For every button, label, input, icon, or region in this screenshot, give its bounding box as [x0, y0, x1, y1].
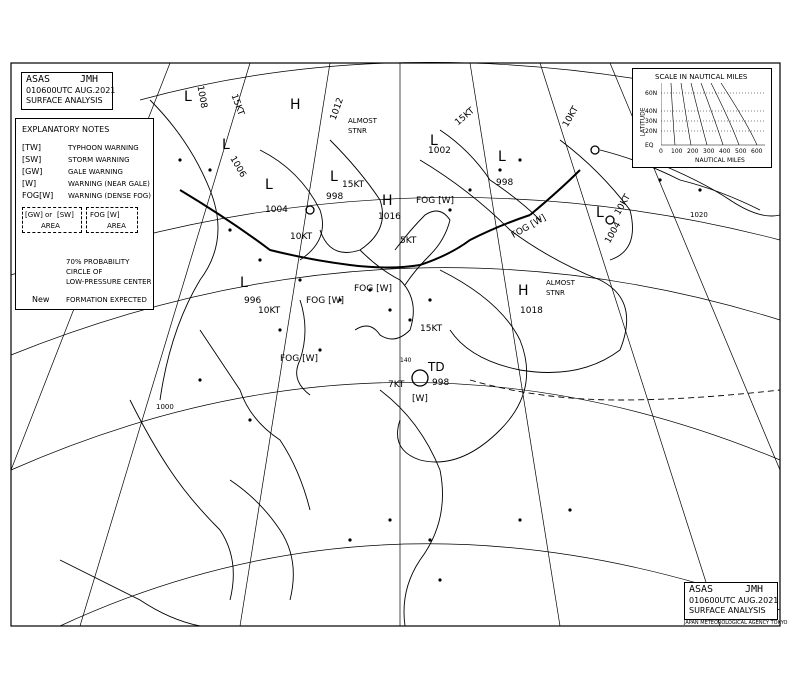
scale-nm-tick: 200 — [687, 148, 699, 155]
scale-lat-tick: 60N — [645, 90, 658, 97]
system-type: H — [382, 193, 393, 209]
legend-new-label: New — [32, 295, 50, 304]
near-gale-warning: [W] — [412, 394, 428, 404]
scale-lat-tick: EQ — [645, 142, 654, 149]
system-type: L — [222, 137, 230, 153]
header-product: SURFACE ANALYSIS — [26, 96, 103, 105]
scale-axis-label: LATITUDE — [639, 107, 647, 137]
scale-lat-tick: 20N — [645, 128, 658, 135]
footer-product: SURFACE ANALYSIS — [689, 606, 766, 615]
scale-x-label: NAUTICAL MILES — [695, 157, 745, 164]
legend-warning-area — [22, 207, 82, 233]
legend-area-or: or — [45, 211, 53, 219]
scale-nm-tick: 500 — [735, 148, 747, 155]
fog-warning: FOG [W] — [354, 284, 393, 294]
header-agency: ASAS — [26, 74, 51, 85]
stationary-label: ALMOST STNR — [348, 117, 377, 135]
header-office: JMH — [80, 74, 99, 85]
system-pressure: 1012 — [328, 96, 347, 122]
system-type: L — [430, 133, 438, 149]
legend-area-sw: [SW] — [57, 211, 74, 219]
system-pressure: 998 — [496, 178, 514, 188]
legend-prob-line: LOW-PRESSURE CENTER — [66, 278, 152, 286]
speed-label: 10KT — [613, 192, 633, 218]
legend-box — [15, 118, 154, 310]
system-type: H — [518, 283, 529, 299]
system-pressure: 1004 — [265, 205, 288, 215]
speed-label: 15KT — [453, 106, 477, 128]
system-pressure: 998 — [326, 192, 344, 202]
longitude-label: 140 — [400, 357, 412, 364]
legend-label: TYPHOON WARNING — [68, 144, 139, 152]
scale-nm-tick: 300 — [703, 148, 715, 155]
speed-label: 7KT — [388, 380, 405, 390]
scale-nm-tick: 400 — [719, 148, 731, 155]
scale-box — [632, 68, 772, 168]
fog-warning: FOG [W] — [416, 196, 455, 206]
fog-warning: FOG [W] — [280, 354, 319, 364]
header-box — [21, 72, 116, 110]
footer-agency-name: JAPAN METEOROLOGICAL AGENCY TOKYO — [684, 620, 788, 626]
legend-code: [TW] — [22, 143, 42, 152]
legend-code: FOG[W] — [22, 191, 54, 200]
system-type: L — [596, 205, 604, 221]
system-type: TD — [428, 360, 445, 374]
system-pressure: 996 — [244, 296, 262, 306]
system-pressure: 1004 — [603, 220, 624, 246]
legend-label: WARNING (DENSE FOG) — [68, 192, 151, 200]
system-pressure: 998 — [432, 378, 450, 388]
legend-prob-line: 70% PROBABILITY — [66, 258, 130, 266]
legend-code: [GW] — [22, 167, 43, 176]
system-type: L — [330, 169, 338, 185]
speed-label: 15KT — [228, 92, 246, 118]
fog-warning: FOG [W] — [510, 213, 548, 241]
scale-nm-tick: 600 — [751, 148, 763, 155]
system-pressure: 1002 — [428, 146, 451, 156]
legend-code: [W] — [22, 179, 37, 188]
system-pressure: 1018 — [520, 306, 543, 316]
speed-label: 15KT — [420, 324, 443, 334]
system-pressure: 1008 — [194, 84, 209, 110]
legend-prob-line: CIRCLE OF — [66, 268, 103, 276]
system-type: L — [240, 275, 248, 291]
legend-fog-word: AREA — [107, 222, 126, 230]
system-type: H — [290, 97, 301, 113]
header-valid-time: 010600UTC AUG.2021 — [26, 86, 116, 95]
stationary-label: ALMOST STNR — [546, 279, 575, 297]
footer-agency: ASAS — [689, 584, 714, 595]
system-pressure: 1016 — [378, 212, 401, 222]
system-pressure: 1006 — [227, 154, 248, 180]
system-type: L — [498, 149, 506, 165]
legend-fog-area — [86, 207, 138, 233]
fog-warning: FOG [W] — [306, 296, 345, 306]
system-type: L — [184, 89, 192, 105]
footer-valid-time: 010600UTC AUG.2021 — [689, 596, 779, 605]
isobar-label: 1000 — [156, 403, 174, 411]
speed-label: 10KT — [290, 232, 313, 242]
speed-label: 10KT — [561, 104, 581, 130]
scale-nm-tick: 100 — [671, 148, 683, 155]
legend-label: STORM WARNING — [68, 156, 130, 164]
legend-area-word: AREA — [41, 222, 60, 230]
legend-label: GALE WARNING — [68, 168, 123, 176]
footer-box — [684, 582, 778, 620]
speed-label: 5KT — [400, 236, 417, 246]
scale-title: SCALE IN NAUTICAL MILES — [655, 73, 748, 81]
legend-label: WARNING (NEAR GALE) — [68, 180, 150, 188]
scale-lat-tick: 40N — [645, 108, 658, 115]
scale-lat-tick: 30N — [645, 118, 658, 125]
speed-label: 15KT — [342, 180, 365, 190]
legend-area-gw: [GW] — [25, 211, 43, 219]
legend-code: [SW] — [22, 155, 42, 164]
footer-office: JMH — [745, 584, 764, 595]
legend-title: EXPLANATORY NOTES — [22, 125, 110, 134]
system-type: L — [265, 177, 273, 193]
legend-new-text: FORMATION EXPECTED — [66, 296, 147, 304]
isobar-label: 1020 — [690, 211, 708, 219]
legend-fog-code: FOG [W] — [90, 211, 120, 219]
scale-curves — [661, 83, 765, 147]
speed-label: 10KT — [258, 306, 281, 316]
scale-nm-tick: 0 — [659, 148, 663, 155]
